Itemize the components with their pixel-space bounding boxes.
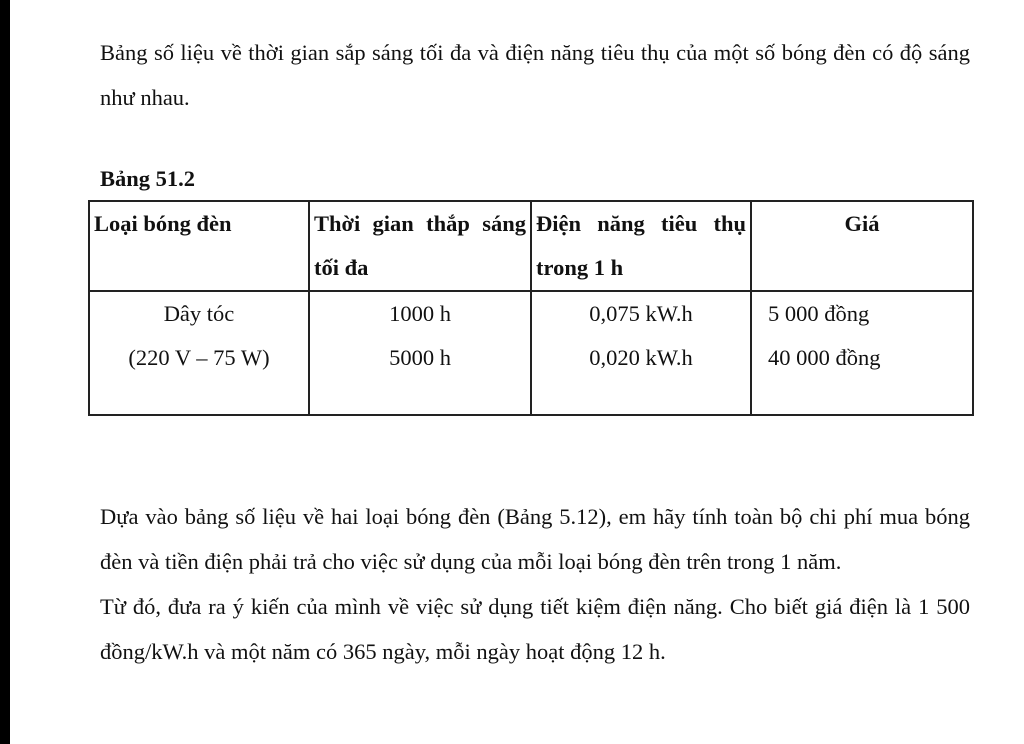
price-value: 5 000 đồng — [768, 301, 870, 326]
energy-per-hour-value: 0,020 kW.h — [589, 345, 693, 370]
cell-lamp-type — [89, 291, 309, 415]
energy-per-hour-value: 0,075 kW.h — [589, 301, 693, 326]
header-price: Giá — [751, 201, 973, 291]
table-header-row — [89, 201, 973, 291]
max-lighting-time-value: 5000 h — [389, 345, 451, 370]
cell-energy-per-hour — [531, 291, 751, 415]
lamp-type-line: Dây tóc — [163, 301, 235, 326]
question-block — [100, 494, 970, 674]
question-paragraph-1: Dựa vào bảng số liệu về hai loại bóng đèn (Bảng 5.12), em hãy tính toàn bộ chi phí mua bóng đèn và tiền điện phải trả cho việc sử dụng của mỗi loại bóng đèn trên trong 1 năm. — [100, 504, 970, 574]
table-row — [89, 291, 973, 415]
intro-paragraph: Bảng số liệu về thời gian sắp sáng tối đa và điện năng tiêu thụ của một số bóng đèn có độ sáng như nhau. — [100, 40, 970, 110]
header-lamp-type: Loại bóng đèn — [89, 201, 309, 291]
max-lighting-time-value: 1000 h — [389, 301, 451, 326]
price-value: 40 000 đồng — [768, 345, 881, 370]
lamp-type-line: (220 V – 75 W) — [128, 345, 270, 370]
lamp-data-table — [88, 200, 974, 416]
cell-price — [751, 291, 973, 415]
question-paragraph-2: Từ đó, đưa ra ý kiến của mình về việc sử dụng tiết kiệm điện năng. Cho biết giá điện là 1 500 đồng/kW.h và một năm có 365 ngày, mỗi ngày hoạt động 12 h. — [100, 594, 970, 664]
header-max-lighting-time: Thời gian thắp sáng tối đa — [309, 201, 531, 291]
cell-max-lighting-time — [309, 291, 531, 415]
table-caption: Bảng 51.2 — [100, 166, 196, 191]
header-energy-per-hour: Điện năng tiêu thụ trong 1 h — [531, 201, 751, 291]
left-edge-bar — [0, 0, 10, 744]
